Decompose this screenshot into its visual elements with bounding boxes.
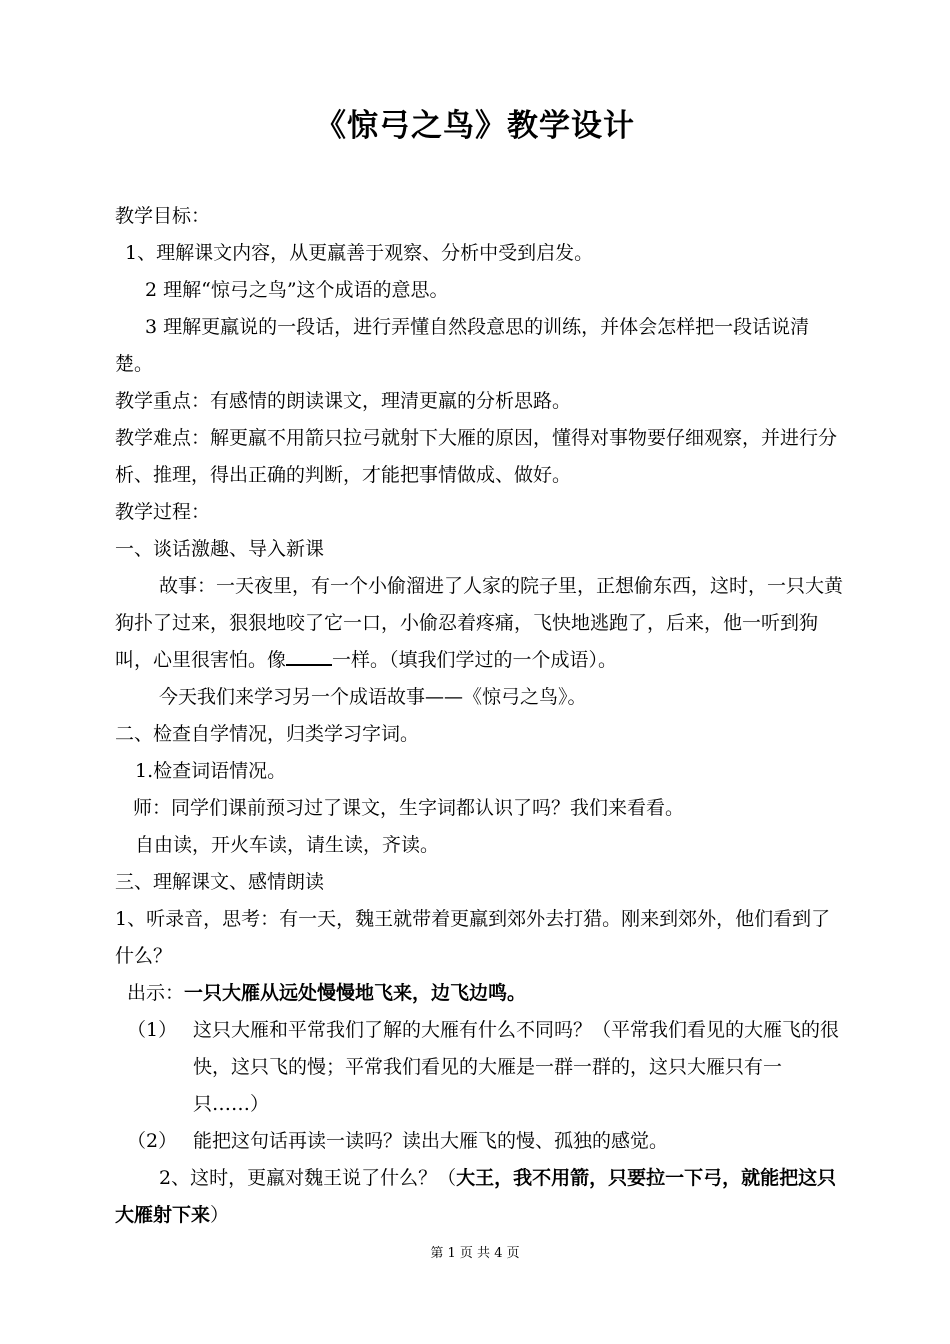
teacher-line: 师：同学们课前预习过了课文，生字词都认识了吗？我们来看看。 xyxy=(133,797,685,819)
process-heading: 教学过程： xyxy=(115,501,211,523)
reading-methods: 自由读，开火车读，请生读，齐读。 xyxy=(135,834,440,856)
show-line xyxy=(115,975,845,1012)
goal-1: 1、理解课文内容，从更羸善于观察、分析中受到启发。 xyxy=(125,242,594,264)
story-paragraph xyxy=(115,568,845,679)
question-1 xyxy=(115,1012,845,1123)
difficulties: 教学难点：解更羸不用箭只拉弓就射下大雁的原因，懂得对事物要仔细观察，并进行分析、推理，得出正确的判断，才能把事情做成、做好。 xyxy=(115,427,838,486)
question-1-number: （1） xyxy=(127,1019,178,1041)
show-label: 出示： xyxy=(127,982,185,1004)
section-3-heading: 三、理解课文、感情朗读 xyxy=(115,871,325,893)
question-2-text: 能把这句话再读一读吗？读出大雁飞的慢、孤独的感觉。 xyxy=(193,1130,669,1152)
story-text-end: 一样。（填我们学过的一个成语）。 xyxy=(332,649,618,671)
question-1-text: 这只大雁和平常我们了解的大雁有什么不同吗？（平常我们看见的大雁飞的很快，这只飞的慢；平常我们看见的大雁是一群一群的，这只大雁只有一只……） xyxy=(193,1019,840,1115)
page-footer: 第 1 页 共 4 页 xyxy=(430,1246,520,1261)
question-2-number: （2） xyxy=(127,1130,178,1152)
question-3-lead: 2、这时，更羸对魏王说了什么？（ xyxy=(159,1167,457,1189)
document-title: 《惊弓之鸟》教学设计 xyxy=(315,108,635,144)
question-3-quote: 大王，我不用箭，只要拉一下弓，就能把这只大雁射下来 xyxy=(115,1167,837,1226)
today-line: 今天我们来学习另一个成语故事——《惊弓之鸟》。 xyxy=(159,686,587,708)
question-3-close: ） xyxy=(210,1204,230,1226)
question-3 xyxy=(115,1160,845,1234)
section-1-heading: 一、谈话激趣、导入新课 xyxy=(115,538,325,560)
document-body xyxy=(115,198,845,1234)
question-2 xyxy=(115,1123,845,1160)
fill-in-blank xyxy=(286,644,332,666)
key-points: 教学重点：有感情的朗读课文，理清更羸的分析思路。 xyxy=(115,390,572,412)
story-text: 故事：一天夜里，有一个小偷溜进了人家的院子里，正想偷东西，这时，一只大黄狗扑了过来，狠狠地咬了它一口，小偷忍着疼痛，飞快地逃跑了，后来，他一听到狗叫，心里很害怕。像 xyxy=(115,575,844,671)
section-2-heading: 二、检查自学情况，归类学习字词。 xyxy=(115,723,420,745)
goal-3 xyxy=(115,309,845,383)
show-sentence: 一只大雁从远处慢慢地飞来，边飞边鸣。 xyxy=(184,982,527,1004)
goal-3-text: 3 理解更羸说的一段话，进行弄懂自然段意思的训练，并体会怎样把一段话说清楚。 xyxy=(115,316,810,375)
listen-question: 1、听录音，思考：有一天，魏王就带着更羸到郊外去打猎。刚来到郊外，他们看到了什么？ xyxy=(115,908,831,967)
teaching-goals-heading: 教学目标： xyxy=(115,205,211,227)
goal-2: 2 理解“惊弓之鸟”这个成语的意思。 xyxy=(145,279,449,301)
check-words: 1.检查词语情况。 xyxy=(135,760,287,782)
